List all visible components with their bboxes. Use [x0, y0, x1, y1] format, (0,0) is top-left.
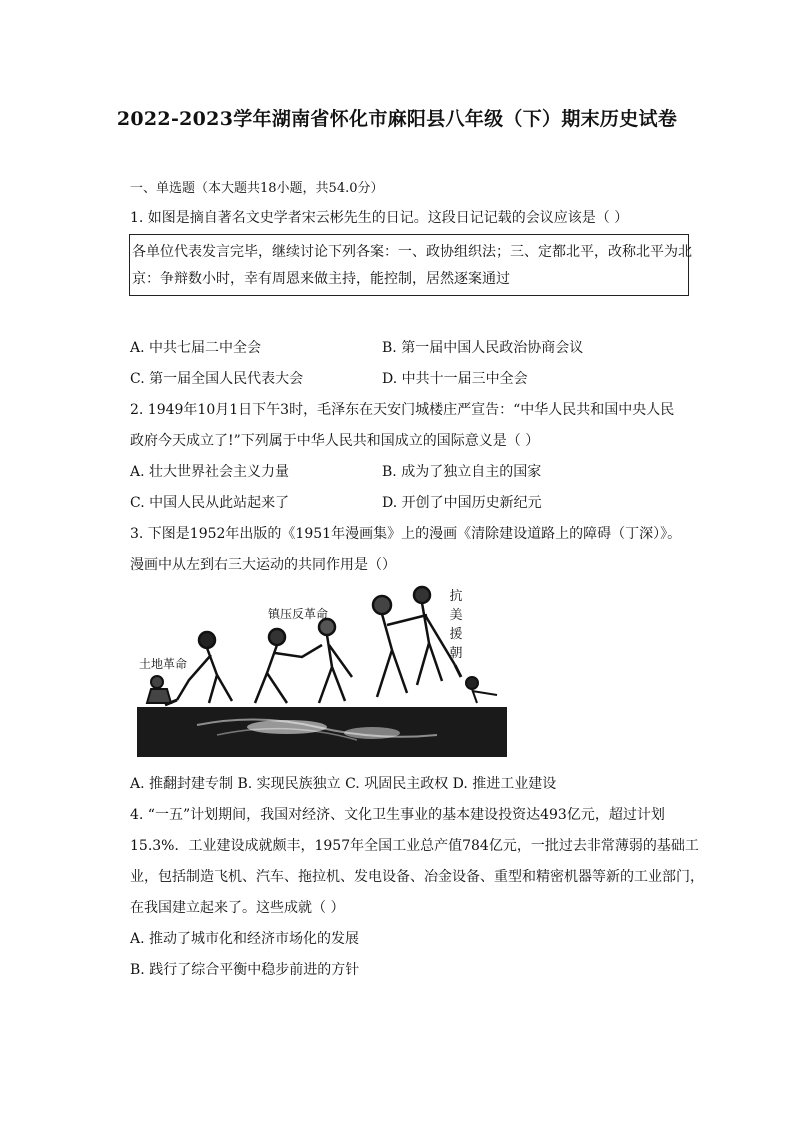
label-char: 援 — [449, 627, 463, 642]
q3-options: A. 推翻封建专制 B. 实现民族独立 C. 巩固民主政权 D. 推进工业建设 — [130, 776, 557, 792]
q1-quote-box — [129, 234, 692, 296]
q1-option-b: B. 第一届中国人民政治协商会议 — [382, 340, 584, 356]
fallen-figure — [344, 727, 400, 739]
cartoon-label-land-revolution: 土地革命 — [139, 657, 188, 671]
q2-option-b: B. 成为了独立自主的国家 — [382, 464, 542, 480]
label-char: 美 — [449, 608, 463, 623]
cartoon-label-resist-america — [448, 587, 464, 663]
figure-enemy — [466, 677, 497, 703]
label-char: 朝 — [449, 646, 463, 661]
q3-stem-line-2: 漫画中从左到右三大运动的共同作用是（） — [130, 557, 396, 573]
q4-option-b: B. 践行了综合平衡中稳步前进的方针 — [130, 962, 360, 978]
q2-option-a: A. 壮大世界社会主义力量 — [130, 464, 290, 480]
q1-quote-line-2: 京：争辩数小时，幸有周恩来做主持，能控制，居然逐案通过 — [132, 271, 510, 287]
q2-option-d: D. 开创了中国历史新纪元 — [382, 495, 542, 511]
q1-stem: 1. 如图是摘自著名文史学者宋云彬先生的日记。这段日记记载的会议应该是（ ） — [130, 210, 629, 226]
q1-quote-line-1: 各单位代表发言完毕，继续讨论下列各案：一、政协组织法；三、定都北平，改称北平为北 — [132, 244, 692, 260]
q2-stem-line-1: 2. 1949年10月1日下午3时，毛泽东在天安门城楼庄严宣告：“中华人民共和国中央人民 — [130, 402, 675, 418]
page-title: 2022-2023学年湖南省怀化市麻阳县八年级（下）期末历史试卷 — [116, 108, 678, 130]
cartoon-label-suppress: 镇压反革命 — [268, 607, 329, 621]
q2-option-c: C. 中国人民从此站起来了 — [130, 495, 290, 511]
label-char: 抗 — [449, 589, 463, 604]
q2-stem-line-2: 政府今天成立了!”下列属于中华人民共和国成立的国际意义是（ ） — [130, 433, 540, 449]
q3-stem-line-1: 3. 下图是1952年出版的《1951年漫画集》上的漫画《清除建设道路上的障碍（丁深）》。 — [130, 526, 682, 542]
q4-stem-line-3: 业，包括制造飞机、汽车、拖拉机、发电设备、冶金设备、重型和精密机器等新的工业部门， — [130, 869, 704, 885]
q4-option-a: A. 推动了城市化和经济市场化的发展 — [130, 931, 360, 947]
q4-stem-line-4: 在我国建立起来了。这些成就（ ） — [130, 900, 345, 916]
section-heading: 一、单选题（本大题共18小题，共54.0分） — [130, 181, 384, 196]
q1-option-c: C. 第一届全国人民代表大会 — [130, 371, 304, 387]
figure-militia — [255, 619, 352, 703]
figure-landlord — [147, 676, 171, 703]
q4-stem-line-1: 4. “一五”计划期间，我国对经济、文化卫生事业的基本建设投资达493亿元，超过计划 — [130, 807, 665, 823]
q4-stem-line-2: 15.3%．工业建设成就颇丰，1957年全国工业总产值784亿元，一批过去非常薄弱的基础工 — [130, 838, 699, 854]
fallen-figure — [247, 720, 327, 734]
q1-option-a: A. 中共七届二中全会 — [130, 340, 262, 356]
q1-option-d: D. 中共十一届三中全会 — [382, 371, 528, 387]
